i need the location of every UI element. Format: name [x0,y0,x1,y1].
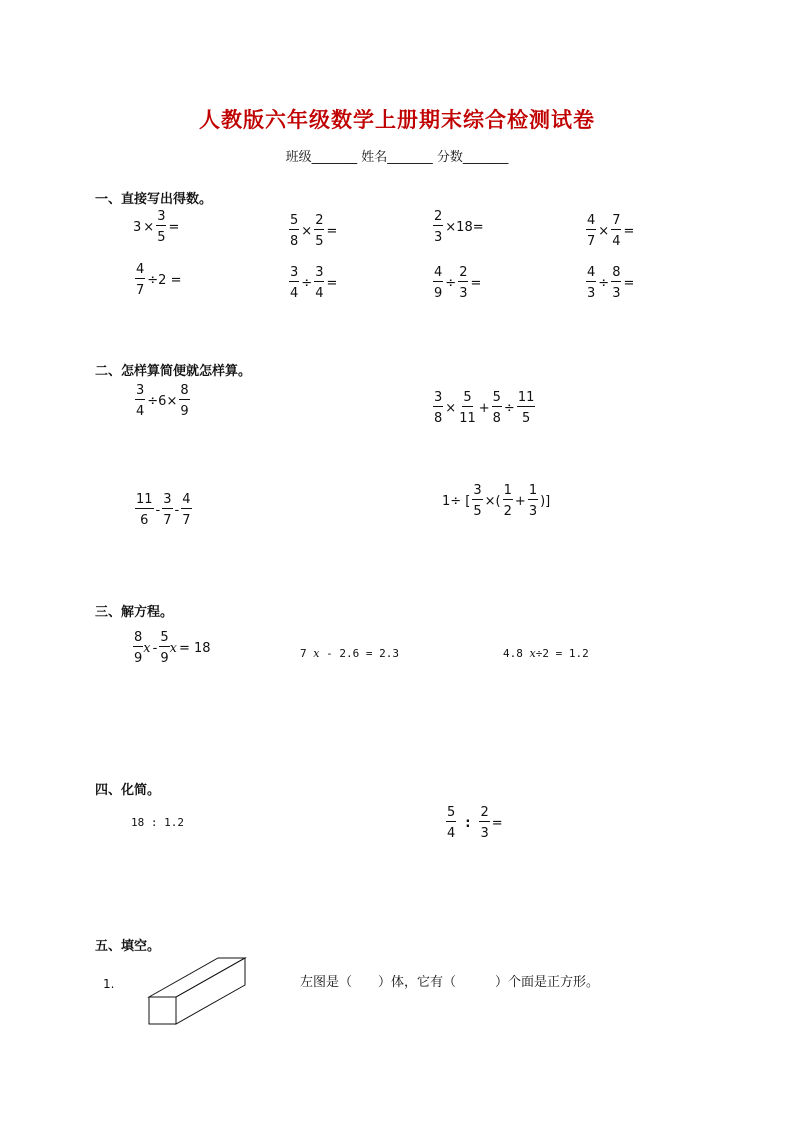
numerator: 5 [463,390,472,405]
denominator: 3 [612,286,621,301]
denominator: 7 [182,513,191,528]
denominator: 6 [140,513,149,528]
fraction [135,383,145,420]
numerator: 5 [290,213,299,228]
operator: ÷ [598,276,610,291]
numerator: 11 [517,390,535,405]
numerator: 2 [315,213,324,228]
operator: × [143,220,155,235]
fraction [433,265,443,302]
variable-x: x [169,641,177,656]
variable-x: x [529,647,536,660]
numerator: 7 [612,213,621,228]
section-4-heading: 四、化简。 [95,783,161,798]
denominator: 2 [503,504,512,519]
whole-number: 3 [133,220,142,235]
denominator: 9 [434,286,443,301]
denominator: 5 [521,411,531,426]
fraction [135,262,145,299]
equation-suffix: - 2.6 = 2.3 [326,647,399,660]
operator: × [598,224,610,239]
operator: - [174,503,180,518]
operator: + [478,401,490,416]
denominator: 5 [315,234,324,249]
fraction [181,492,191,529]
fraction [586,265,596,302]
denominator: 9 [134,651,143,666]
fraction [528,483,538,520]
denominator: 8 [492,411,501,426]
cuboid-figure [146,955,248,1027]
problem-2c [135,492,192,529]
numerator: 3 [157,209,166,224]
numerator: 3 [136,383,145,398]
numerator: 2 [434,209,443,224]
problem-1f [289,265,339,302]
variable-x: x [313,647,320,660]
numerator: 3 [163,492,172,507]
equation-rhs: = 18 [178,641,211,656]
equation-suffix: ÷2 = 1.2 [535,647,589,660]
operator: - [152,641,158,656]
denominator: 3 [459,286,468,301]
equation-3b [300,646,399,662]
equation-prefix: 4.8 [503,647,530,660]
expression-middle: ÷6× [147,394,178,409]
problem-1c [433,209,486,246]
section-3-heading: 三、解方程。 [95,605,174,620]
numerator: 3 [290,265,299,280]
fraction [446,805,456,842]
numerator: 8 [134,630,143,645]
numerator: 1 [528,483,538,498]
denominator: 3 [480,826,489,841]
denominator: 11 [459,411,476,426]
equals: = [326,276,338,291]
fraction [458,265,468,302]
ratio-4b [446,805,505,842]
problem-2d [440,483,552,520]
equals: = [491,816,503,831]
numerator: 11 [136,492,153,507]
fraction [314,265,324,302]
variable-x: x [143,641,151,656]
denominator: 5 [473,504,482,519]
section-1-heading: 一、直接写出得数。 [95,192,213,207]
numerator: 8 [612,265,621,280]
fraction [289,213,299,250]
numerator: 4 [182,492,191,507]
fraction [458,390,477,427]
numerator: 1 [503,483,512,498]
denominator: 4 [290,286,299,301]
operator: + [514,494,526,509]
fraction [503,483,513,520]
problem-1a [133,209,181,246]
equals: = [470,276,482,291]
ratio-colon: : [465,816,471,831]
numerator: 4 [136,262,145,277]
operator: ×( [484,494,501,509]
equation-3c [503,646,589,662]
denominator: 8 [434,411,443,426]
fraction [433,390,443,427]
denominator: 3 [434,230,443,245]
numerator: 4 [587,213,596,228]
denominator: 7 [587,234,596,249]
problem-1h [586,265,636,302]
numerator: 5 [492,390,501,405]
equation-prefix: 7 [300,647,314,660]
section-5-heading: 五、填空。 [95,939,161,954]
problem-2b [433,390,535,427]
fraction [135,492,154,529]
student-info-line: 班级_______ 姓名_______ 分数_______ [285,150,509,165]
fraction [586,213,596,250]
fraction [156,209,166,246]
problem-1d [586,213,636,250]
section-2-heading: 二、怎样算简便就怎样算。 [95,364,252,379]
operator: × [445,401,457,416]
fill-in-question-1: 左图是（ ）体，它有（ ）个面是正方形。 [300,975,600,990]
denominator: 7 [136,283,145,298]
denominator: 7 [163,513,172,528]
numerator: 4 [434,265,443,280]
page-title: 人教版六年级数学上册期末综合检测试卷 [199,108,595,132]
numerator: 3 [473,483,482,498]
fraction [492,390,502,427]
denominator: 9 [180,404,189,419]
ratio-4a: 18 : 1.2 [131,816,184,829]
equation-3a [133,630,213,667]
problem-1e [135,262,183,299]
denominator: 8 [290,234,299,249]
operator: ÷ [301,276,313,291]
fraction [433,209,443,246]
denominator: 4 [315,286,324,301]
fraction [162,492,172,529]
denominator: 4 [136,404,145,419]
equals: = [326,224,338,239]
equals: = [623,224,635,239]
numerator: 5 [160,630,169,645]
problem-2a [135,383,190,420]
operator: ÷ [503,401,515,416]
problem-1g [433,265,483,302]
equals: = [168,220,180,235]
denominator: 3 [528,504,538,519]
numerator: 2 [459,265,468,280]
question-number: 1. [103,977,115,991]
denominator: 9 [160,651,169,666]
expression-prefix: 1÷ [ [442,494,471,509]
numerator: 5 [447,805,456,820]
numerator: 3 [434,390,443,405]
operator: ÷ [445,276,457,291]
numerator: 2 [480,805,489,820]
fraction [133,630,143,667]
operator: × [301,224,313,239]
expression-tail: ×18= [445,220,484,235]
fraction [179,383,189,420]
numerator: 4 [587,265,596,280]
fraction [611,213,621,250]
equals: = [623,276,635,291]
problem-1b [289,213,339,250]
numerator: 3 [315,265,324,280]
denominator: 5 [157,230,166,245]
expression-suffix: )] [540,494,551,509]
fraction [314,213,324,250]
numerator: 8 [180,383,189,398]
denominator: 3 [587,286,596,301]
fraction [611,265,621,302]
denominator: 4 [612,234,621,249]
fraction [472,483,482,520]
fraction [479,805,489,842]
expression-tail: ÷2 = [147,273,182,288]
fraction [517,390,536,427]
fraction [159,630,169,667]
operator: - [155,503,161,518]
denominator: 4 [447,826,456,841]
fraction [289,265,299,302]
